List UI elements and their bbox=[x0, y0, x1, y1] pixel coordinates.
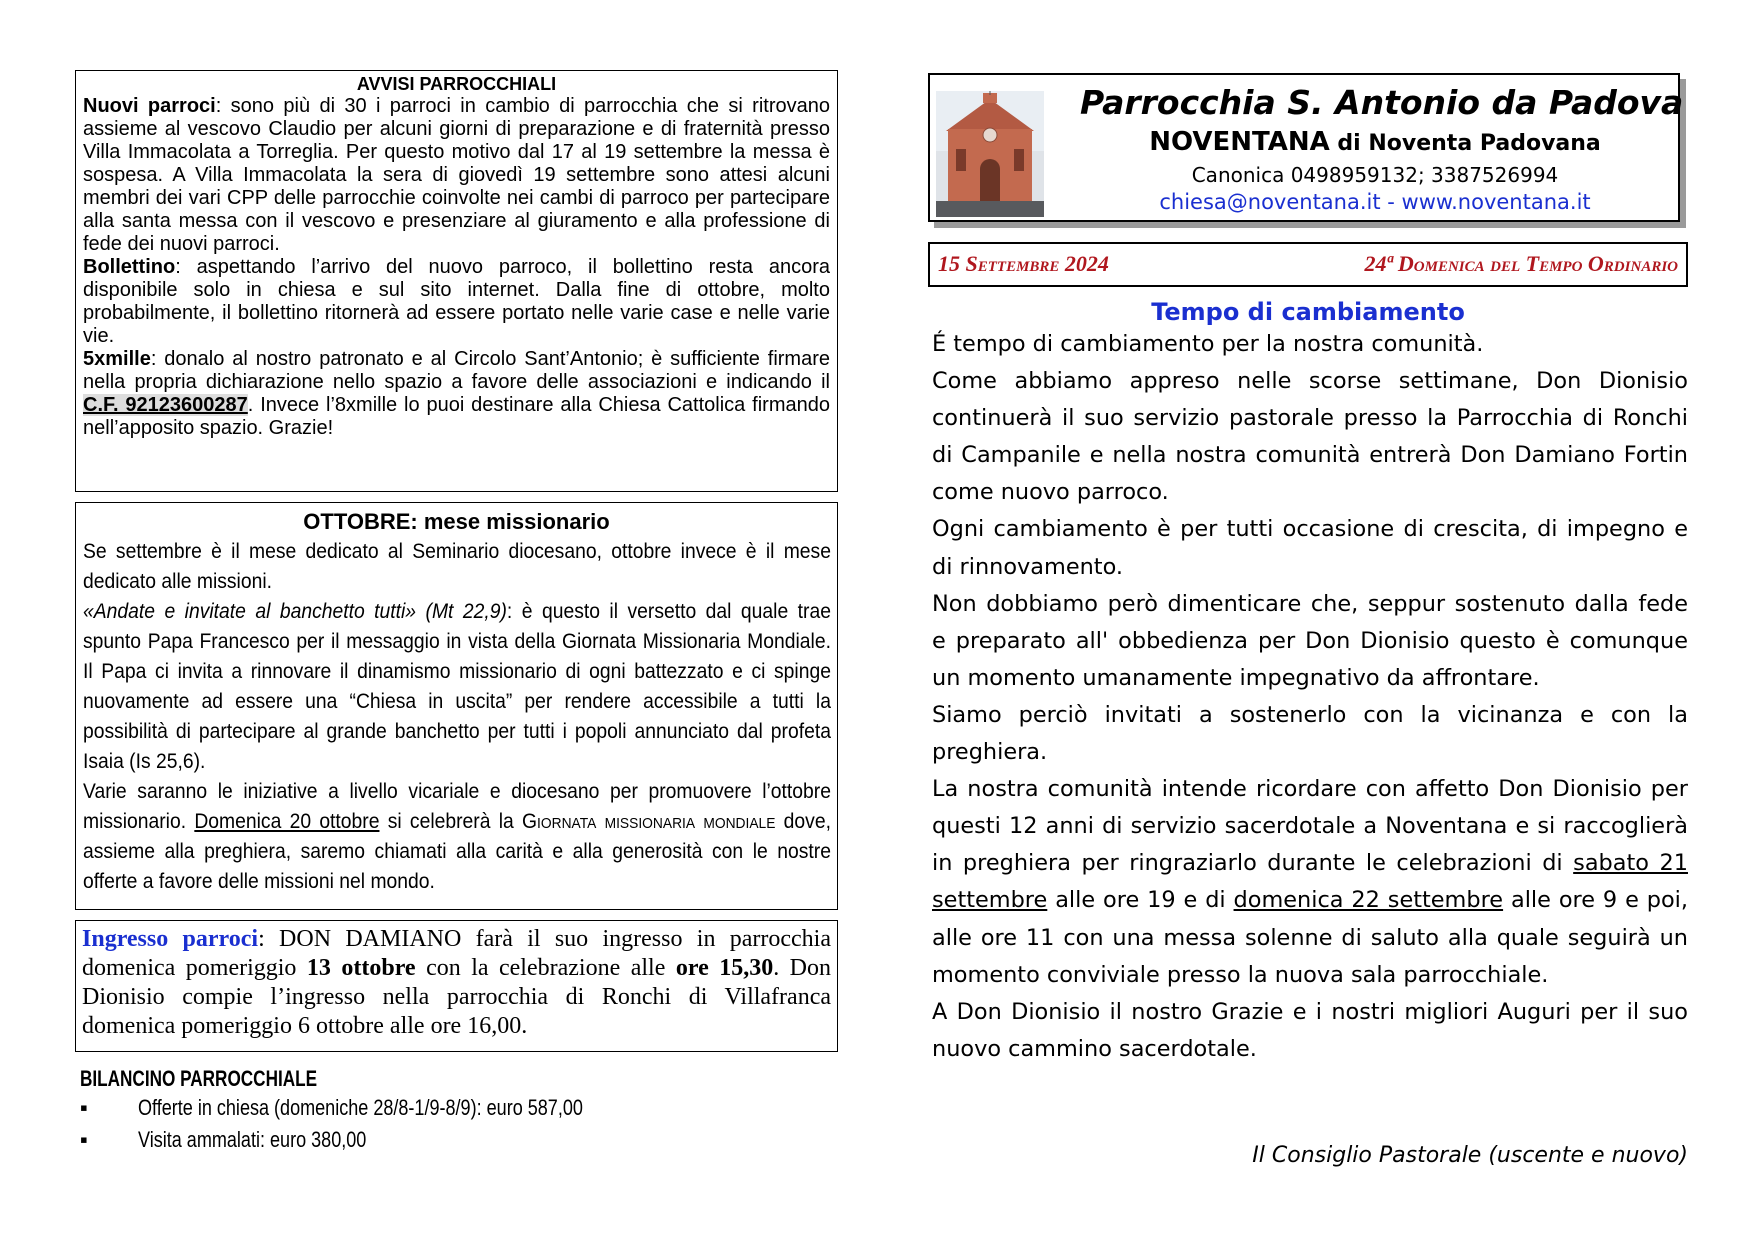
parish-subtitle bbox=[1080, 125, 1670, 161]
ottobre-paragraph-2 bbox=[83, 597, 831, 777]
ottobre-paragraph-3b: si celebrerà la bbox=[379, 810, 523, 833]
parish-phone: Canonica 0498959132; 3387526994 bbox=[1191, 163, 1559, 187]
ottobre-paragraph-3a: Varie saranno le iniziative a livello vicariale e diocesano per promuovere l’ottobre missionario. bbox=[83, 780, 831, 833]
article-signature: Il Consiglio Pastorale (uscente e nuovo) bbox=[1252, 1143, 1688, 1168]
bilancino-row-text: Visita ammalati: euro 380,00 bbox=[138, 1127, 367, 1152]
ingresso-text-3: . Don Dionisio compie l’ingresso nella parrocchia di Ronchi di Villafranca domenica pomeriggio 6 ottobre alle ore 16,00. bbox=[82, 955, 832, 1039]
ingresso-paragraph bbox=[82, 925, 831, 1041]
cinque-mille-paragraph bbox=[83, 348, 830, 440]
parish-contact-links[interactable]: chiesa@noventana.it - www.noventana.it bbox=[1159, 190, 1591, 214]
bollettino-paragraph bbox=[83, 256, 830, 348]
ottobre-paragraph-2-text: : è questo il versetto dal quale trae spunto Papa Francesco per il messaggio in vista della Giornata Missionaria Mondiale. Il Papa ci invita a rinnovare il dinamismo missionario di ogni battezzato e ci spinge nuovamente ad essere una “Chiesa in uscita” per rendere accessibile a tutti la possibilità di partecipare al grande banchetto per tutti i popoli annunciato dal profeta Isaia (Is 25,6). bbox=[83, 600, 831, 773]
bilancino-row-text: Offerte in chiesa (domeniche 28/8-1/9-8/9): euro 587,00 bbox=[138, 1095, 583, 1120]
article-paragraph: Siamo perciò invitati a sostenerlo con la vicinanza e con la preghiera. bbox=[932, 701, 1688, 766]
parish-header bbox=[928, 73, 1684, 222]
giornata-missionaria: Giornata missionaria mondiale bbox=[522, 810, 776, 833]
parish-name: NOVENTANA bbox=[1149, 127, 1330, 157]
article-paragraph: Non dobbiamo però dimenticare che, seppur sostenuto dalla fede e preparato all' obbedienza per Don Dionisio questo è comunque un momento umanamente impegnativo da affrontare. bbox=[932, 590, 1688, 691]
cinque-mille-label: 5xmille bbox=[83, 348, 151, 370]
ottobre-title: OTTOBRE: mese missionario bbox=[303, 509, 610, 534]
ingresso-text-2: con la celebrazione alle bbox=[415, 955, 676, 981]
celebration-date-2: domenica 22 settembre bbox=[1233, 887, 1504, 914]
ingresso-date: 13 ottobre bbox=[306, 955, 416, 981]
giornata-date: Domenica 20 ottobre bbox=[194, 810, 380, 833]
article-paragraph: É tempo di cambiamento per la nostra comunità. bbox=[932, 331, 1484, 357]
article-text: alle ore 19 e di bbox=[1047, 887, 1234, 914]
church-photo bbox=[936, 91, 1044, 217]
article-paragraph bbox=[932, 771, 1688, 994]
ingresso-label: Ingresso parroci bbox=[82, 926, 259, 952]
article-paragraph: Come abbiamo appreso nelle scorse settimane, Don Dionisio continuerà il suo servizio pastorale presso la Parrocchia di Ronchi di Campanile e nella nostra comunità entrerà Don Damiano Fortin come nuovo parroco. bbox=[932, 368, 1688, 506]
ingresso-text-1: : DON DAMIANO farà il suo ingresso in parrocchia domenica pomeriggio bbox=[82, 926, 831, 981]
article-body bbox=[932, 326, 1688, 1068]
ottobre-box bbox=[75, 502, 838, 910]
celebration-date-1: sabato 21 settembre bbox=[932, 850, 1688, 914]
date-bar bbox=[928, 242, 1688, 287]
ottobre-paragraph-1: Se settembre è il mese dedicato al Seminario diocesano, ottobre invece è il mese dedicato alle missioni. bbox=[83, 540, 831, 593]
article-text: La nostra comunità intende ricordare con affetto Don Dionisio per questi 12 anni di servizio sacerdotale a Noventana e si raccoglierà in preghiera per ringraziarlo durante le celebrazioni di bbox=[932, 776, 1688, 877]
cinque-mille-text-1: : donalo al nostro patronato e al Circolo Sant’Antonio; è sufficiente firmare nella propria dichiarazione nello spazio a favore delle associazioni e indicando il bbox=[83, 348, 830, 393]
nuovi-parroci-text: : sono più di 30 i parroci in cambio di parrocchia che si ritrovano assieme al vescovo Claudio per alcuni giorni di preparazione e di fraternità presso Villa Immacolata a Torreglia. Per questo motivo dal 17 al 19 settembre la messa è sospesa. A Villa Immacolata la sera di giovedì 19 settembre sono attesi alcuni membri dei vari CPP delle parrocchie coinvolte nei cambi di parroco per partecipare alla santa messa con il vescovo e presenziare al giuramento e alla professione di fede dei nuovi parroci. bbox=[83, 95, 830, 255]
bollettino-text: : aspettando l’arrivo del nuovo parroco, il bollettino resta ancora disponibile solo in chiesa e sul sito internet. Dalla fine di ottobre, molto probabilmente, il bollettino ritornerà ad essere portato nelle varie case e nelle varie vie. bbox=[83, 256, 830, 347]
nuovi-parroci-label: Nuovi parroci bbox=[83, 95, 216, 117]
nuovi-parroci-paragraph bbox=[83, 95, 830, 256]
cinque-mille-text-2: . Invece l’8xmille lo puoi destinare alla Chiesa Cattolica firmando nell’apposito spazio. Grazie! bbox=[83, 394, 830, 439]
avvisi-title: AVVISI PARROCCHIALI bbox=[356, 74, 557, 94]
ottobre-paragraph-3 bbox=[83, 777, 831, 897]
ingresso-box bbox=[75, 920, 838, 1052]
avvisi-box bbox=[75, 70, 838, 492]
parish-location: di Noventa Padovana bbox=[1329, 131, 1601, 156]
article-title: Tempo di cambiamento bbox=[1151, 298, 1465, 326]
bullet-icon: ▪ bbox=[80, 1127, 88, 1152]
article-paragraph: A Don Dionisio il nostro Grazie e i nostri migliori Auguri per il suo nuovo cammino sacerdotale. bbox=[932, 998, 1688, 1062]
bilancino-section bbox=[80, 1066, 780, 1156]
bollettino-label: Bollettino bbox=[83, 256, 176, 278]
codice-fiscale: C.F. 92123600287 bbox=[83, 394, 248, 416]
bilancino-row bbox=[80, 1092, 780, 1124]
ingresso-time: ore 15,30 bbox=[675, 955, 774, 981]
liturgical-sunday: 24ª Domenica del Tempo Ordinario bbox=[1364, 251, 1678, 276]
ottobre-paragraph-3c: dove, assieme alla preghiera, saremo chiamati alla carità e alla generosità con le nostre offerte a favore delle missioni nel mondo. bbox=[83, 810, 831, 893]
bullet-icon: ▪ bbox=[80, 1095, 88, 1120]
bilancino-title: BILANCINO PARROCCHIALE bbox=[80, 1066, 318, 1091]
bilancino-row bbox=[80, 1124, 780, 1156]
ottobre-quote: «Andate e invitate al banchetto tutti» (Mt 22,9) bbox=[83, 600, 507, 623]
parish-title: Parrocchia S. Antonio da Padova bbox=[1080, 83, 1684, 122]
article-paragraph: Ogni cambiamento è per tutti occasione di crescita, di impegno e di rinnovamento. bbox=[932, 516, 1688, 580]
bulletin-date: 15 Settembre 2024 bbox=[938, 251, 1109, 276]
article-text: alle ore 9 e poi, alle ore 11 con una messa solenne di saluto alla quale seguirà un momento conviviale presso la nuova sala parrocchiale. bbox=[932, 887, 1688, 988]
